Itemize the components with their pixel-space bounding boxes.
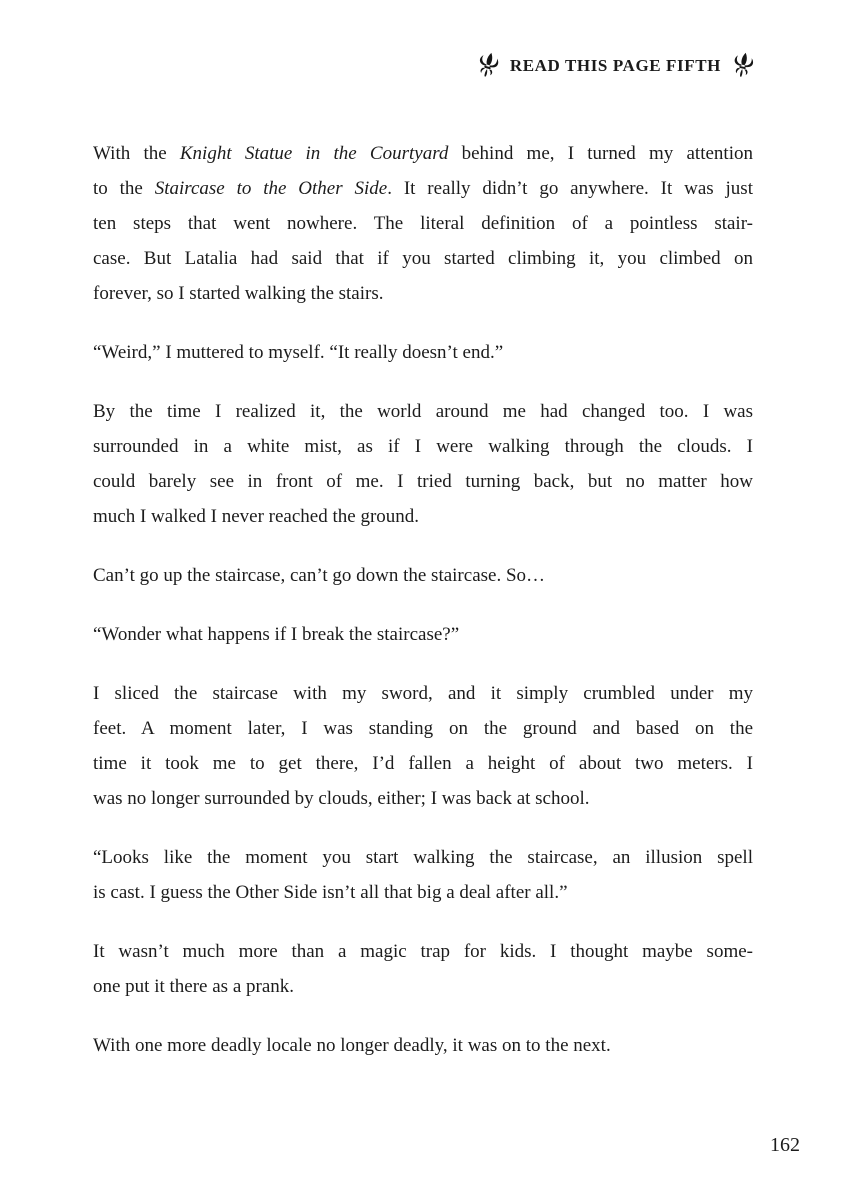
header-label: READ THIS PAGE FIFTH [509,55,721,75]
text-line [93,171,753,206]
italic-text-run: Staircase to the Other Side [154,178,388,199]
text-line [93,206,753,241]
text-run: one put it there as a prank. [93,976,295,997]
body-text [93,136,753,1087]
paragraph [93,335,753,370]
text-line [93,241,753,276]
page-number: 162 [770,1134,800,1156]
text-run: It wasn’t much more than a magic trap for kids. I thought maybe some- [93,941,753,962]
text-line [93,394,753,429]
paragraph [93,617,753,652]
text-line [93,875,753,910]
text-line [93,276,753,311]
paragraph [93,676,753,816]
text-run: behind me, I turned my attention [448,143,753,164]
text-run: much I walked I never reached the ground. [93,506,420,527]
text-run: was no longer surrounded by clouds, either; I was back at school. [93,788,590,809]
text-run: “Looks like the moment you start walking the staircase, an illusion spell [93,847,753,868]
paragraph [93,136,753,311]
text-run: is cast. I guess the Other Side isn’t all that big a deal after all.” [93,882,568,903]
paragraph [93,558,753,593]
text-line [93,711,753,746]
text-run: could barely see in front of me. I tried turning back, but no matter how [93,471,753,492]
text-run: By the time I realized it, the world around me had changed too. I was [93,401,753,422]
text-line [93,969,753,1004]
text-line [93,499,753,534]
text-line [93,676,753,711]
text-run: “Weird,” I muttered to myself. “It really doesn’t end.” [93,342,504,363]
text-line [93,335,753,370]
text-line [93,136,753,171]
text-run: forever, so I started walking the stairs. [93,283,384,304]
text-line [93,840,753,875]
fleur-de-lis-icon [474,50,502,82]
text-line [93,464,753,499]
text-line [93,617,753,652]
text-run: feet. A moment later, I was standing on the ground and based on the [93,718,753,739]
paragraph [93,934,753,1004]
text-line [93,746,753,781]
text-line [93,781,753,816]
text-run: surrounded in a white mist, as if I were walking through the clouds. I [93,436,753,457]
text-run: to the [93,178,155,199]
text-line [93,1028,753,1063]
running-header [477,52,754,79]
text-run: case. But Latalia had said that if you started climbing it, you climbed on [93,248,753,269]
paragraph [93,1028,753,1063]
text-run: “Wonder what happens if I break the staircase?” [93,624,460,645]
text-run: With the [93,143,180,164]
text-line [93,558,753,593]
text-run: ten steps that went nowhere. The literal definition of a pointless stair- [93,213,753,234]
text-run: time it took me to get there, I’d fallen a height of about two meters. I [93,753,753,774]
text-line [93,934,753,969]
italic-text-run: Knight Statue in the Courtyard [179,143,449,164]
paragraph [93,394,753,534]
fleur-de-lis-icon [729,50,756,81]
text-run: I sliced the staircase with my sword, and it simply crumbled under my [93,683,753,704]
paragraph [93,840,753,910]
text-run: With one more deadly locale no longer deadly, it was on to the next. [93,1035,611,1056]
text-line [93,429,753,464]
text-run: Can’t go up the staircase, can’t go down the staircase. So… [93,565,546,586]
text-run: . It really didn’t go anywhere. It was just [387,178,753,199]
